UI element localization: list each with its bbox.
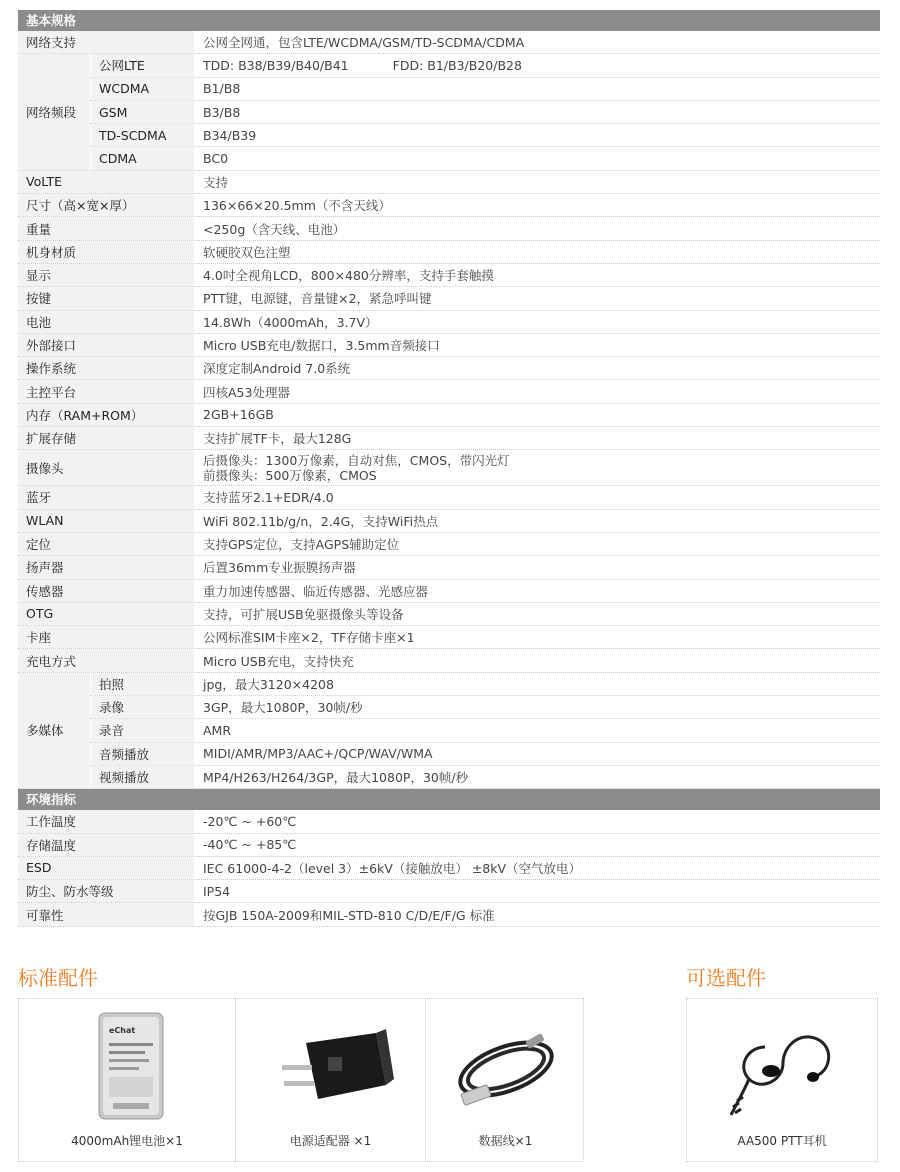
standard-accessories-title: 标准配件 [18,966,98,990]
spec-label: 机身材质 [18,241,194,263]
spec-value: 深度定制Android 7.0系统 [194,357,880,379]
spec-label: 内存（RAM+ROM） [18,404,194,426]
spec-label: 重量 [18,217,194,239]
spec-label: 蓝牙 [18,486,194,508]
spec-value: Micro USB充电/数据口，3.5mm音频接口 [194,334,880,356]
spec-value: Micro USB充电，支持快充 [194,649,880,671]
section-header-basic: 基本规格 [18,10,880,31]
media-row-video [90,695,880,718]
spec-row-ports [18,334,880,357]
spec-row-storage [18,427,880,450]
group-label: 多媒体 [18,673,90,788]
spec-value: 公网全网通，包含LTE/WCDMA/GSM/TD-SCDMA/CDMA [194,31,880,53]
spec-row-material [18,241,880,264]
spec-row-wlan [18,510,880,533]
optional-accessories-title: 可选配件 [686,966,766,990]
media-name: 拍照 [90,673,194,695]
accessory-caption: 电源适配器 ×1 [289,1134,372,1148]
media-name: 音频播放 [90,743,194,765]
spec-label: OTG [18,603,194,625]
spec-row-charging [18,649,880,672]
band-name: TD-SCDMA [90,124,194,146]
band-name: CDMA [90,147,194,169]
spec-value: 支持蓝牙2.1+EDR/4.0 [194,486,880,508]
spec-label: 按键 [18,287,194,309]
spec-value: 支持GPS定位，支持AGPS辅助定位 [194,533,880,555]
spec-value: IP54 [194,880,880,902]
spec-row-weight [18,217,880,240]
spec-row-keys [18,287,880,310]
spec-row-speaker [18,556,880,579]
spec-label: 卡座 [18,626,194,648]
spec-row-otg [18,603,880,626]
spec-label: 操作系统 [18,357,194,379]
spec-row-camera [18,450,880,486]
band-row-wcdma [90,77,880,100]
battery-icon [19,1007,235,1127]
media-value: jpg，最大3120×4208 [194,673,880,695]
spec-row-network-support [18,31,880,54]
standard-accessories-panel [18,998,584,1162]
spec-value: 4.0吋全视角LCD，800×480分辨率，支持手套触摸 [194,264,880,286]
band-name: 公网LTE [90,54,194,76]
spec-label: WLAN [18,510,194,532]
band-name: WCDMA [90,78,194,100]
media-value: MP4/H263/H264/3GP，最大1080P，30帧/秒 [194,766,880,788]
group-label: 网络频段 [18,54,90,169]
spec-label: 防尘、防水等级 [18,880,194,902]
spec-value: PTT键，电源键，音量键×2，紧急呼叫键 [194,287,880,309]
spec-label: ESD [18,857,194,879]
accessory-earphone [687,999,877,1161]
spec-label: 电池 [18,311,194,333]
spec-value: WiFi 802.11b/g/n，2.4G，支持WiFi热点 [194,510,880,532]
media-name: 录像 [90,696,194,718]
spec-value: -40℃ ~ +85℃ [194,834,880,856]
spec-row-memory [18,404,880,427]
spec-value: <250g（含天线、电池） [194,217,880,239]
battery-brand-label: eChat [109,1026,136,1035]
media-row-audio [90,742,880,765]
spec-value: 四核A53处理器 [194,380,880,402]
media-name: 视频播放 [90,766,194,788]
accessory-battery [19,999,235,1161]
spec-value: 按GJB 150A-2009和MIL-STD-810 C/D/E/F/G 标准 [194,903,880,925]
band-value: B1/B8 [194,78,880,100]
band-value: TDD: B38/B39/B40/B41 [203,57,349,73]
env-row-reliability [18,903,880,926]
spec-value: 14.8Wh（4000mAh，3.7V） [194,311,880,333]
media-row-photo [90,673,880,695]
spec-row-os [18,357,880,380]
media-row-recording [90,718,880,741]
accessory-caption: AA500 PTT耳机 [737,1134,827,1148]
spec-value: -20℃ ~ +60℃ [194,810,880,832]
power-adapter-icon [236,1007,426,1127]
spec-label: 主控平台 [18,380,194,402]
usb-cable-icon [426,1007,586,1127]
spec-label: 存储温度 [18,834,194,856]
spec-table [18,10,880,927]
spec-row-positioning [18,533,880,556]
spec-value: 136×66×20.5mm（不含天线） [194,194,880,216]
spec-label: 显示 [18,264,194,286]
env-row-storage-temp [18,834,880,857]
band-value: B3/B8 [194,101,880,123]
spec-value: IEC 61000-4-2（level 3）±6kV（接触放电） ±8kV（空气放电） [194,857,880,879]
spec-label: 定位 [18,533,194,555]
accessory-caption: 4000mAh锂电池×1 [71,1134,183,1148]
media-row-video-play [90,765,880,788]
accessory-adapter [235,999,425,1161]
spec-value: 支持扩展TF卡，最大128G [194,427,880,449]
section-header-env: 环境指标 [18,789,880,810]
accessory-caption: 数据线×1 [478,1134,533,1148]
spec-row-platform [18,380,880,403]
spec-row-display [18,264,880,287]
spec-group-bands [18,54,880,170]
spec-label: VoLTE [18,171,194,193]
band-name: GSM [90,101,194,123]
spec-label: 扬声器 [18,556,194,578]
spec-row-size [18,194,880,217]
spec-label: 传感器 [18,580,194,602]
env-row-esd [18,857,880,880]
band-row-cdma [90,146,880,169]
spec-row-bluetooth [18,486,880,509]
media-value: MIDI/AMR/MP3/AAC+/QCP/WAV/WMA [194,743,880,765]
media-value: AMR [194,719,880,741]
ptt-earphone-icon [687,1007,879,1127]
spec-label: 网络支持 [18,31,194,53]
spec-value: 软硬胶双色注塑 [194,241,880,263]
spec-label: 扩展存储 [18,427,194,449]
band-row-lte [90,54,880,76]
spec-label: 充电方式 [18,649,194,671]
spec-label: 外部接口 [18,334,194,356]
spec-label: 可靠性 [18,903,194,925]
media-value: 3GP，最大1080P，30帧/秒 [194,696,880,718]
spec-value: 2GB+16GB [194,404,880,426]
spec-label: 工作温度 [18,810,194,832]
band-value: B34/B39 [194,124,880,146]
spec-value: 后置36mm专业振膜扬声器 [194,556,880,578]
spec-row-card-slot [18,626,880,649]
spec-value: 公网标准SIM卡座×2，TF存储卡座×1 [194,626,880,648]
spec-label: 摄像头 [18,450,194,485]
spec-row-volte [18,171,880,194]
band-row-tdscdma [90,123,880,146]
spec-label: 尺寸（高×宽×厚） [18,194,194,216]
spec-row-battery [18,311,880,334]
camera-rear: 后摄像头：1300万像素，自动对焦，CMOS，带闪光灯 [203,452,510,468]
env-row-ip [18,880,880,903]
spec-value: 支持 [194,171,880,193]
media-name: 录音 [90,719,194,741]
optional-accessories-panel [686,998,878,1162]
env-row-work-temp [18,810,880,833]
spec-value: 支持，可扩展USB免驱摄像头等设备 [194,603,880,625]
spec-value: 重力加速传感器、临近传感器、光感应器 [194,580,880,602]
accessory-cable [425,999,585,1161]
spec-group-multimedia [18,673,880,789]
camera-front: 前摄像头：500万像素，CMOS [203,467,377,483]
spec-row-sensors [18,580,880,603]
band-value-fdd: FDD: B1/B3/B20/B28 [392,57,522,73]
band-row-gsm [90,100,880,123]
band-value: BC0 [194,147,880,169]
